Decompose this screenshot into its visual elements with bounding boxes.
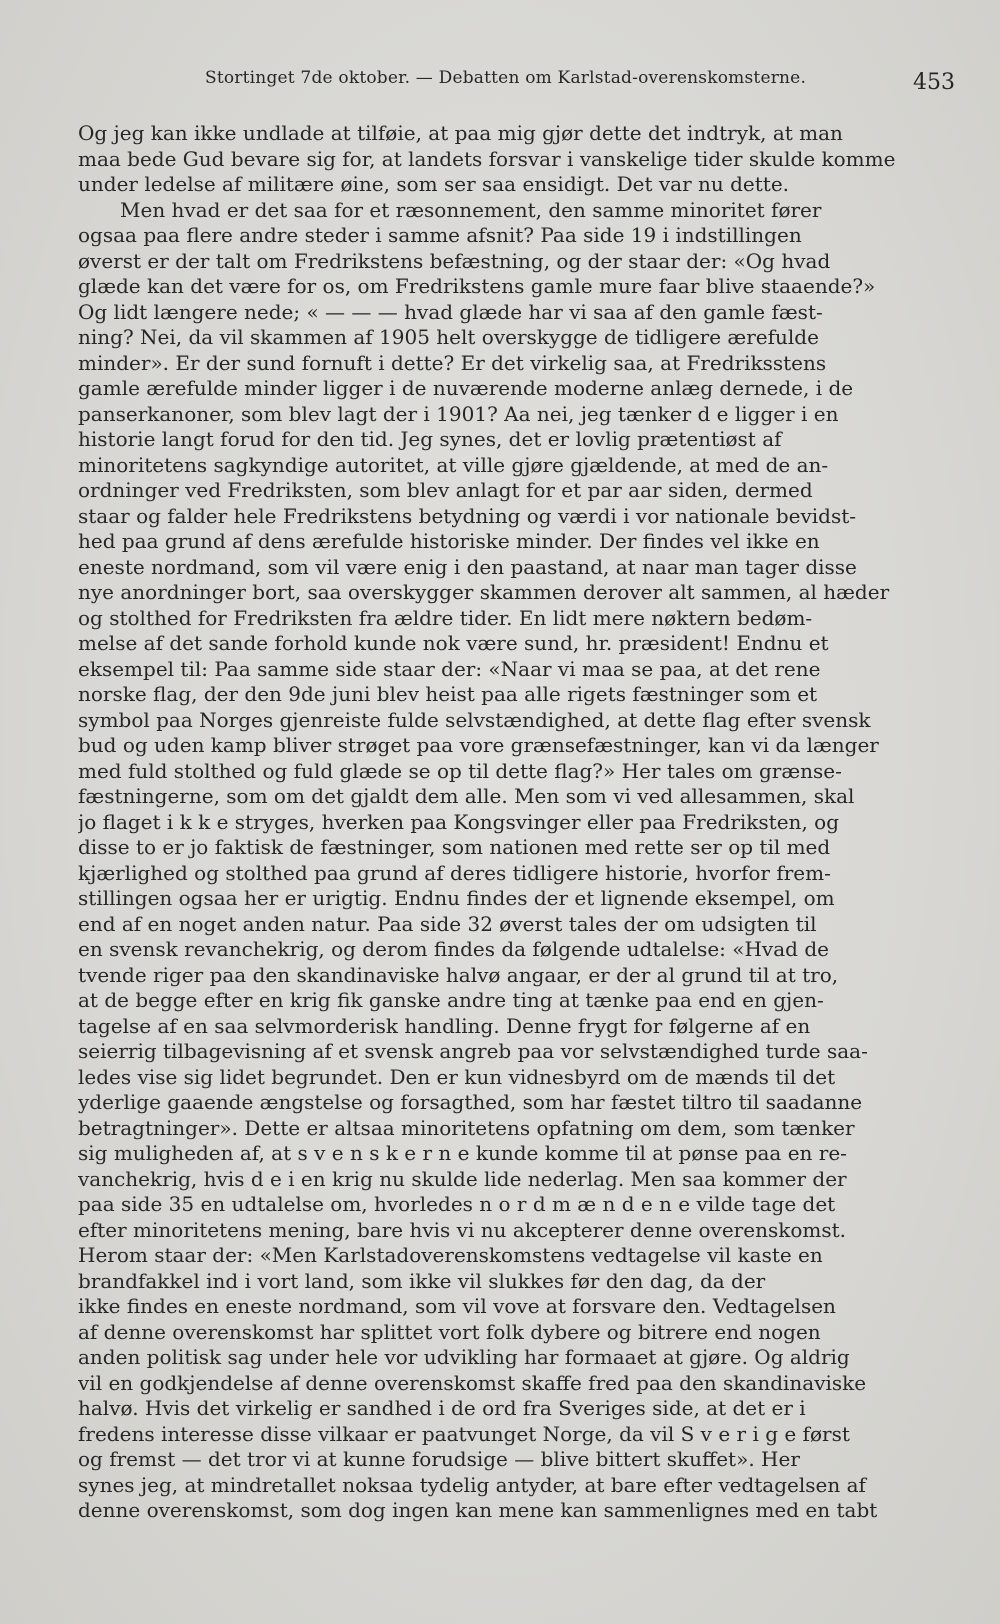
text-line: Og jeg kan ikke undlade at tilføie, at paa mig gjør dette det indtryk, at man [78, 121, 843, 145]
text-line: efter minoritetens mening, bare hvis vi nu akcepterer denne overenskomst. [78, 1217, 847, 1242]
text-line: halvø. Hvis det virkelig er sandhed i de ord fra Sveriges side, at det er i [78, 1396, 806, 1420]
text-line: øverst er der talt om Fredrikstens befæstning, og der staar der: «Og hvad [78, 248, 831, 273]
text-line: vanchekrig, hvis d e i en krig nu skulde lide nederlag. Men saa kommer der [78, 1166, 847, 1191]
text-line: synes jeg, at mindretallet noksaa tydelig antyder, at bare efter vedtagelsen af [78, 1472, 866, 1497]
text-line: panserkanoner, som blev lagt der i 1901? Aa nei, jeg tænker d e ligger i en [78, 401, 839, 426]
text-line: denne overenskomst, som dog ingen kan mene kan sammenlignes med en tabt [78, 1498, 878, 1522]
text-line: under ledelse af militære øine, som ser saa ensidigt. Det var nu dette. [78, 172, 790, 196]
text-line: minoritetens sagkyndige autoritet, at ville gjøre gjældende, at med de an- [78, 452, 829, 477]
text-line: eneste nordmand, som vil være enig i den paastand, at naar man tager disse [78, 554, 857, 579]
text-line: tagelse af en saa selvmorderisk handling. Denne frygt for følgerne af en [78, 1013, 811, 1038]
text-line: jo flaget i k k e stryges, hverken paa Kongsvinger eller paa Fredriksten, og [78, 809, 839, 834]
text-line: vil en godkjendelse af denne overenskomst skaffe fred paa den skandinaviske [78, 1370, 867, 1395]
text-line: sig muligheden af, at s v e n s k e r n e kunde komme til at pønse paa en re- [78, 1141, 847, 1165]
text-line: maa bede Gud bevare sig for, at landets forsvar i vanskelige tider skulde komme [78, 146, 896, 171]
text-line: melse af det sande forhold kunde nok være sund, hr. præsident! Endnu et [78, 631, 829, 655]
text-line: minder». Er der sund fornuft i dette? Er det virkelig saa, at Fredriksstens [78, 350, 827, 375]
text-line: paa side 35 en udtalelse om, hvorledes n o r d m æ n d e n e vilde tage det [78, 1192, 836, 1216]
text-line: fredens interesse disse vilkaar er paatvunget Norge, da vil S v e r i g e først [78, 1421, 850, 1446]
body-text [78, 121, 938, 1601]
text-line: staar og falder hele Fredrikstens betydning og værdi i vor nationale bevidst- [78, 503, 857, 528]
text-line: eksempel til: Paa samme side staar der: «Naar vi maa se paa, at det rene [78, 656, 821, 681]
text-line: bud og uden kamp bliver strøget paa vore grænsefæstninger, kan vi da længer [78, 733, 879, 757]
text-line: stillingen ogsaa her er urigtig. Endnu findes der et lignende eksempel, om [78, 886, 835, 910]
text-line: end af en noget anden natur. Paa side 32 øverst tales der om udsigten til [78, 911, 817, 936]
text-line: med fuld stolthed og fuld glæde se op til dette flag?» Her tales om grænse- [78, 758, 842, 783]
text-line: og stolthed for Fredriksten fra ældre tider. En lidt mere nøktern bedøm- [78, 605, 813, 630]
text-line: brandfakkel ind i vort land, som ikke vil slukkes før den dag, da der [78, 1268, 766, 1293]
text-line: kjærlighed og stolthed paa grund af deres tidligere historie, hvorfor frem- [78, 860, 831, 885]
text-line: glæde kan det være for os, om Fredrikstens gamle mure faar blive staaende?» [78, 274, 876, 298]
text-line: ikke findes en eneste nordmand, som vil vove at forsvare den. Vedtagelsen [78, 1294, 836, 1318]
text-line: en svensk revanchekrig, og derom findes da følgende udtalelse: «Hvad de [78, 937, 829, 961]
text-line: ledes vise sig lidet begrundet. Den er kun vidnesbyrd om de mænds til det [78, 1064, 836, 1089]
text-line: historie langt forud for den tid. Jeg synes, det er lovlig prætentiøst af [78, 427, 782, 451]
text-line: betragtninger». Dette er altsaa minoritetens opfatning om dem, som tænker [78, 1115, 855, 1140]
text-line: af denne overenskomst har splittet vort folk dybere og bitrere end nogen [78, 1319, 821, 1344]
text-line: ogsaa paa flere andre steder i samme afsnit? Paa side 19 i indstillingen [78, 223, 802, 247]
text-line: ordninger ved Fredriksten, som blev anlagt for et par aar siden, dermed [78, 478, 813, 502]
text-line: seierrig tilbagevisning af et svensk angreb paa vor selvstændighed turde saa- [78, 1039, 868, 1063]
text-line: symbol paa Norges gjenreiste fulde selvstændighed, at dette flag efter svensk [78, 707, 871, 732]
text-line: norske flag, der den 9de juni blev heist paa alle rigets fæstninger som et [78, 682, 818, 706]
page-number: 453 [913, 70, 955, 95]
text-line: anden politisk sag under hele vor udvikling har formaaet at gjøre. Og aldrig [78, 1345, 850, 1369]
text-line: at de begge efter en krig fik ganske andre ting at tænke paa end en gjen- [78, 988, 824, 1012]
text-line: nye anordninger bort, saa overskygger skammen derover alt sammen, al hæder [78, 580, 890, 604]
page-header [205, 68, 955, 98]
text-line: Herom staar der: «Men Karlstadoverenskomstens vedtagelse vil kaste en [78, 1243, 823, 1267]
text-line: hed paa grund af dens ærefulde historiske minder. Der findes vel ikke en [78, 529, 820, 553]
text-line: yderlige gaaende ængstelse og forsagthed, som har fæstet tiltro til saadanne [78, 1090, 863, 1114]
text-line: tvende riger paa den skandinaviske halvø angaar, er der al grund til at tro, [78, 962, 839, 987]
text-line: Men hvad er det saa for et ræsonnement, den samme minoritet fører [120, 197, 822, 222]
text-line: fæstningerne, som om det gjaldt dem alle. Men som vi ved allesammen, skal [78, 784, 855, 808]
text-line: og fremst — det tror vi at kunne forudsige — blive bittert skuffet». Her [78, 1447, 800, 1471]
text-line: gamle ærefulde minder ligger i de nuværende moderne anlæg dernede, i de [78, 376, 854, 400]
running-head: Stortinget 7de oktober. — Debatten om Karlstad-overenskomsterne. [205, 68, 807, 88]
text-line: disse to er jo faktisk de fæstninger, som nationen med rette ser op til med [78, 835, 831, 859]
text-line: ning? Nei, da vil skammen af 1905 helt overskygge de tidligere ærefulde [78, 325, 819, 349]
text-line: Og lidt længere nede; « — — — hvad glæde har vi saa af den gamle fæst- [78, 299, 823, 324]
